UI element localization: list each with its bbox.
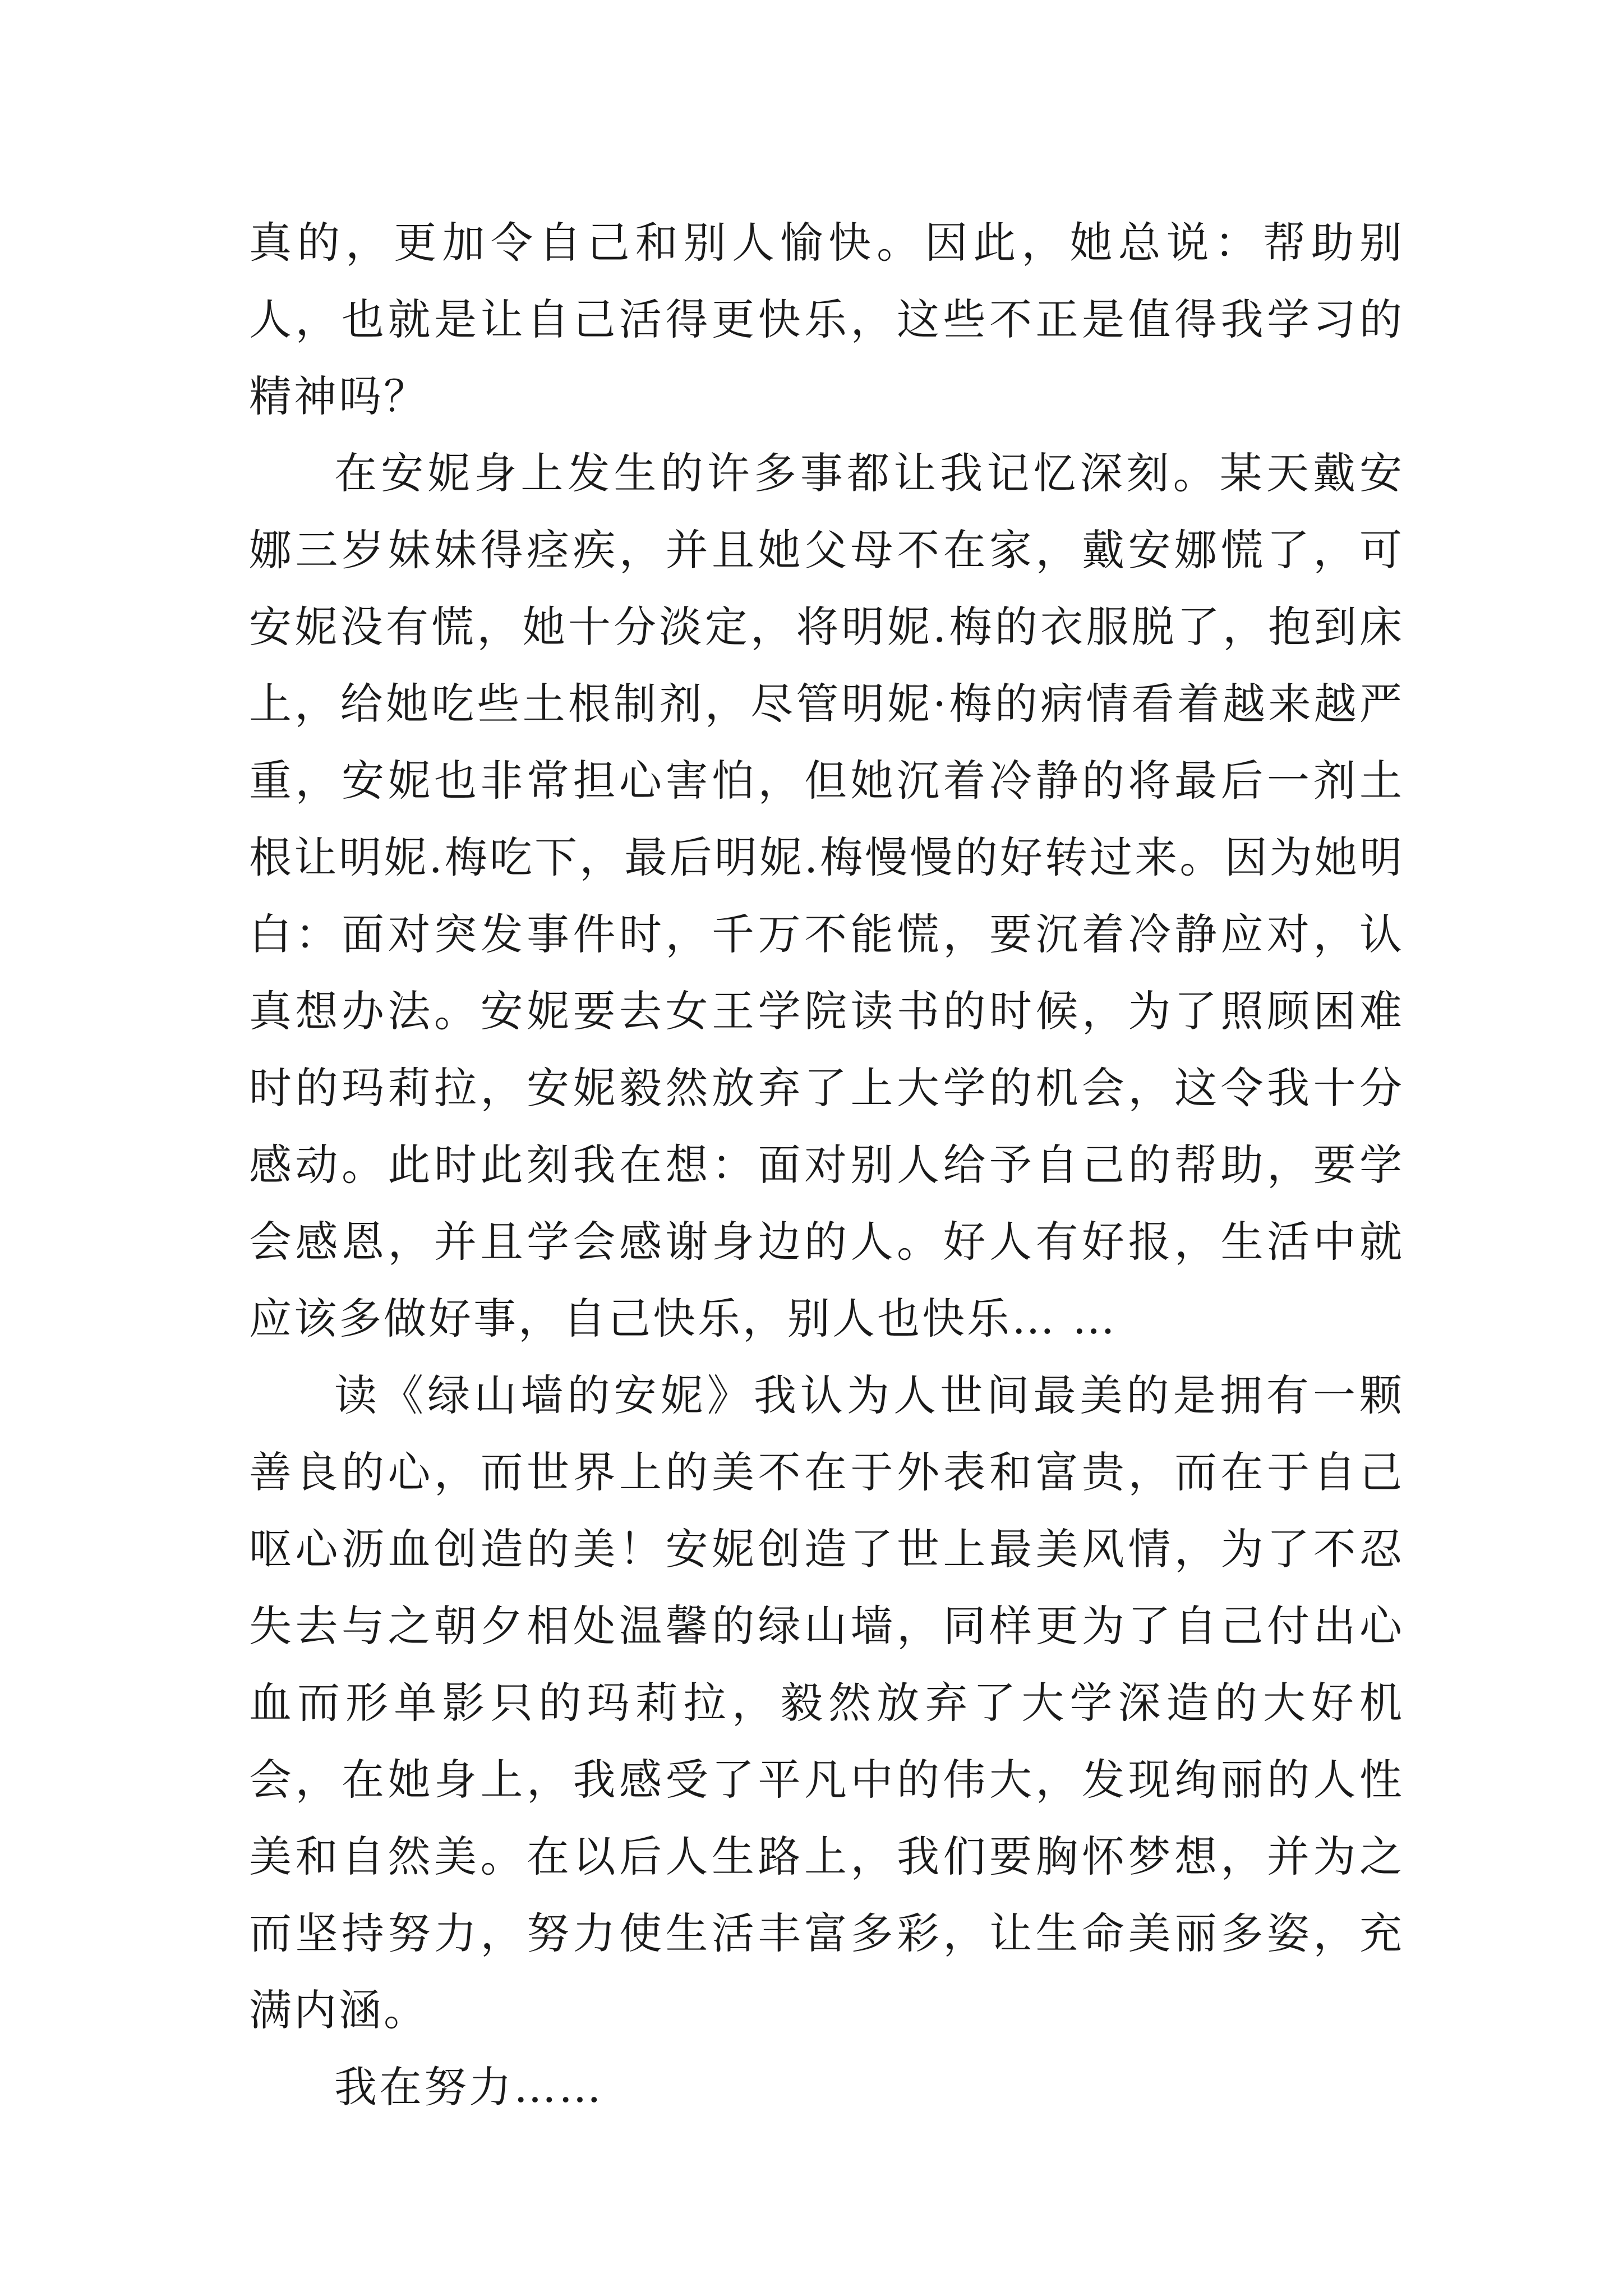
document-body xyxy=(249,204,1404,2125)
paragraph-4: 我在努力…… xyxy=(334,2062,603,2112)
paragraph-2: 在安妮身上发生的许多事都让我记忆深刻。某天戴安娜三岁妹妹得痉疾，并且她父母不在家，戴安娜慌了，可安妮没有慌，她十分淡定，将明妮.梅的衣服脱了，抱到床上，给她吃些土根制剂，尽管明妮·梅的病情看着越来越严重，安妮也非常担心害怕，但她沉着冷静的将最后一剂土根让明妮.梅吃下，最后明妮.梅慢慢的好转过来。因为她明白：面对突发事件时，千万不能慌，要沉着冷静应对，认真想办法。安妮要去女王学院读书的时候，为了照顾困难时的玛莉拉，安妮毅然放弃了上大学的机会，这令我十分感动。此时此刻我在想：面对别人给予自己的帮助，要学会感恩，并且学会感谢身边的人。好人有好报，生活中就应该多做好事，自己快乐，别人也快乐… … xyxy=(249,448,1404,1343)
paragraph-1: 真的，更加令自己和别人愉快。因此，她总说：帮助别人，也就是让自己活得更快乐，这些不正是值得我学习的精神吗？ xyxy=(249,218,1404,421)
paragraph-3: 读《绿山墙的安妮》我认为人世间最美的是拥有一颗善良的心，而世界上的美不在于外表和富贵，而在于自己呕心沥血创造的美！安妮创造了世上最美风情，为了不忍失去与之朝夕相处温馨的绿山墙，同样更为了自己付出心血而形单影只的玛莉拉，毅然放弃了大学深造的大好机会，在她身上，我感受了平凡中的伟大，发现绚丽的人性美和自然美。在以后人生路上，我们要胸怀梦想，并为之而坚持努力，努力使生活丰富多彩，让生命美丽多姿，充满内涵。 xyxy=(249,1370,1404,2035)
